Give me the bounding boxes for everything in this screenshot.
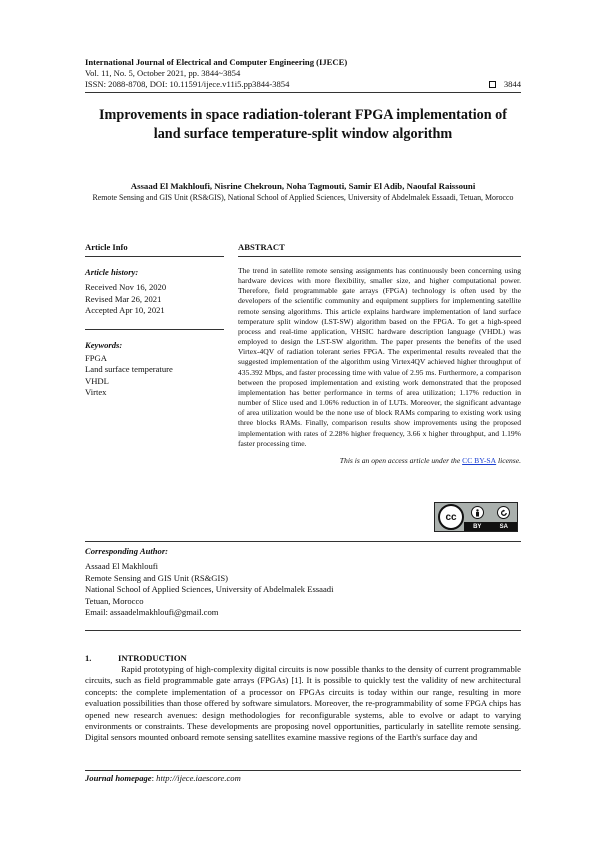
page-footer: Journal homepage: http://ijece.iaescore.com: [85, 773, 241, 783]
article-info-column: [85, 242, 224, 399]
corresponding-rule: [85, 630, 521, 631]
keywords-label: Keywords:: [85, 339, 123, 350]
affiliation: Remote Sensing and GIS Unit (RS&GIS), National School of Applied Sciences, University of Abdelmalek Essaadi, Tetuan, Morocco: [92, 193, 514, 202]
open-access-note: [238, 456, 521, 466]
keyword-item: FPGA: [85, 352, 107, 363]
open-access-suffix: license.: [496, 455, 521, 465]
journal-name: International Journal of Electrical and Computer Engineering (IJECE): [85, 57, 348, 67]
author-unit: Remote Sensing and GIS Unit (RS&GIS): [85, 572, 228, 583]
cc-labels-row: [464, 522, 517, 531]
introduction-section: [85, 653, 521, 744]
open-access-prefix: This is an open access article under the: [339, 455, 463, 465]
abstract-column: [238, 242, 521, 466]
keyword-item: VHDL: [85, 375, 109, 386]
page-number-group: [489, 79, 521, 90]
cc-icons-row: [464, 503, 517, 522]
abstract-heading: ABSTRACT: [238, 242, 521, 257]
cc-by-sa-badge[interactable]: [434, 502, 518, 532]
corresponding-author-details: [85, 561, 521, 619]
revised-date: Revised Mar 26, 2021: [85, 293, 162, 304]
corresponding-author-block: [85, 546, 521, 619]
keyword-item: Land surface temperature: [85, 364, 173, 374]
introduction-heading: [85, 653, 521, 664]
introduction-text: Rapid prototyping of high-complexity digital circuits is now possible thanks to the density of current programmable circuits, such as field programmable gate arrays (FPGAs) [1]. It is possible to quickly test the validity of new architectural concepts: the complete implementation of a processor on FPGAs circuits is today within our range, resulting in more evaluation possibilities than those offered by software simulators. Moreover, the re-programmability of some FPGA chips has opened new research avenues: design methodologies for reconfigurable systems, able to evolve or adapt to varying environments or constraints. These developments are proposing novel opportunities, particularly in satellite remote sensing. Digital sensors mounted onboard remote sensing satellites examine massive regions of the Earth's surface day and: [85, 664, 521, 743]
footer-rule: [85, 770, 521, 771]
header-rule: [85, 92, 521, 93]
volume-line: Vol. 11, No. 5, October 2021, pp. 3844~3854: [85, 68, 241, 78]
cc-badge-right: [464, 503, 517, 531]
keyword-item: Virtex: [85, 387, 107, 397]
square-icon: [489, 81, 496, 88]
paper-title: Improvements in space radiation-tolerant FPGA implementation of land surface temperature-split window algorithm: [99, 107, 507, 142]
sa-label: SA: [499, 523, 508, 530]
author-school: National School of Applied Sciences, University of Abdelmalek Essaadi: [85, 584, 334, 594]
section-title: INTRODUCTION: [118, 653, 187, 663]
attribution-icon: [471, 506, 484, 519]
article-dates: [85, 282, 224, 317]
license-link[interactable]: CC BY-SA: [462, 455, 497, 465]
article-info-heading: Article Info: [85, 242, 224, 257]
cc-icon: cc: [438, 504, 464, 530]
abstract-bottom-rule: [85, 541, 521, 542]
footer-label: Journal homepage: [85, 773, 152, 783]
author-city: Tetuan, Morocco: [85, 595, 144, 606]
info-divider: [85, 329, 224, 330]
issn-doi: ISSN: 2088-8708, DOI: 10.11591/ijece.v11i5.pp3844-3854: [85, 79, 290, 89]
issn-row: [85, 79, 521, 90]
corresponding-author-label: Corresponding Author:: [85, 546, 169, 556]
received-date: Received Nov 16, 2020: [85, 282, 167, 292]
page-number: 3844: [503, 79, 521, 89]
journal-homepage-link[interactable]: http://ijece.iaescore.com: [156, 773, 241, 783]
accepted-date: Accepted Apr 10, 2021: [85, 305, 165, 315]
running-header: [85, 57, 521, 90]
section-number: 1.: [85, 653, 92, 663]
article-history-label: Article history:: [85, 267, 139, 277]
share-alike-icon: [497, 506, 510, 519]
author-email: Email: assaadelmakhloufi@gmail.com: [85, 607, 219, 617]
keyword-list: [85, 353, 224, 399]
author-name: Assaad El Makhloufi: [85, 561, 159, 571]
by-label: BY: [473, 523, 482, 530]
author-list: Assaad El Makhloufi, Nisrine Chekroun, Noha Tagmouti, Samir El Adib, Naoufal Raissouni: [130, 181, 476, 191]
abstract-text: The trend in satellite remote sensing assignments has continuously been concerning using hardware devices with more flexibility, smaller size, and higher computational power. Therefore, field programmable gate arrays (FPGA) technology is often used by the developers of the scientific community and equipment suppliers for implementing satellite remote sensing algorithms. This article explains hardware implementation of land surface temperature split window (LST-SW) algorithm based on the FPGA. To get a high-speed process and real-time application, VHSIC hardware description language (VHDL) was employed to design the LST-SW algorithm. The paper presents the benefits of the used Virtex-4QV of radiation tolerant series FPGA. The experimental results revealed that the suggested implementation of the algorithm using Virtex4QV achieved higher throughput of 435.392 Mbps, and faster processing time with value of 2.95 ms. Furthermore, a comparison between the proposed implementation and existing work demonstrated that the proposed implementation has better performance in terms of area utilization; 1.17% reduction in number of Slice used and 1.06% reduction in of LUTs. Moreover, the significant advantage of area utilization would be the none use of block RAMs comparing to existing work using three blocks RAMs. Finally, comparison results show improvements using the proposed implementation with rates of 2.28% higher frequency, 3.66 x higher throughput, and 1.19% faster processing time.: [238, 266, 521, 448]
